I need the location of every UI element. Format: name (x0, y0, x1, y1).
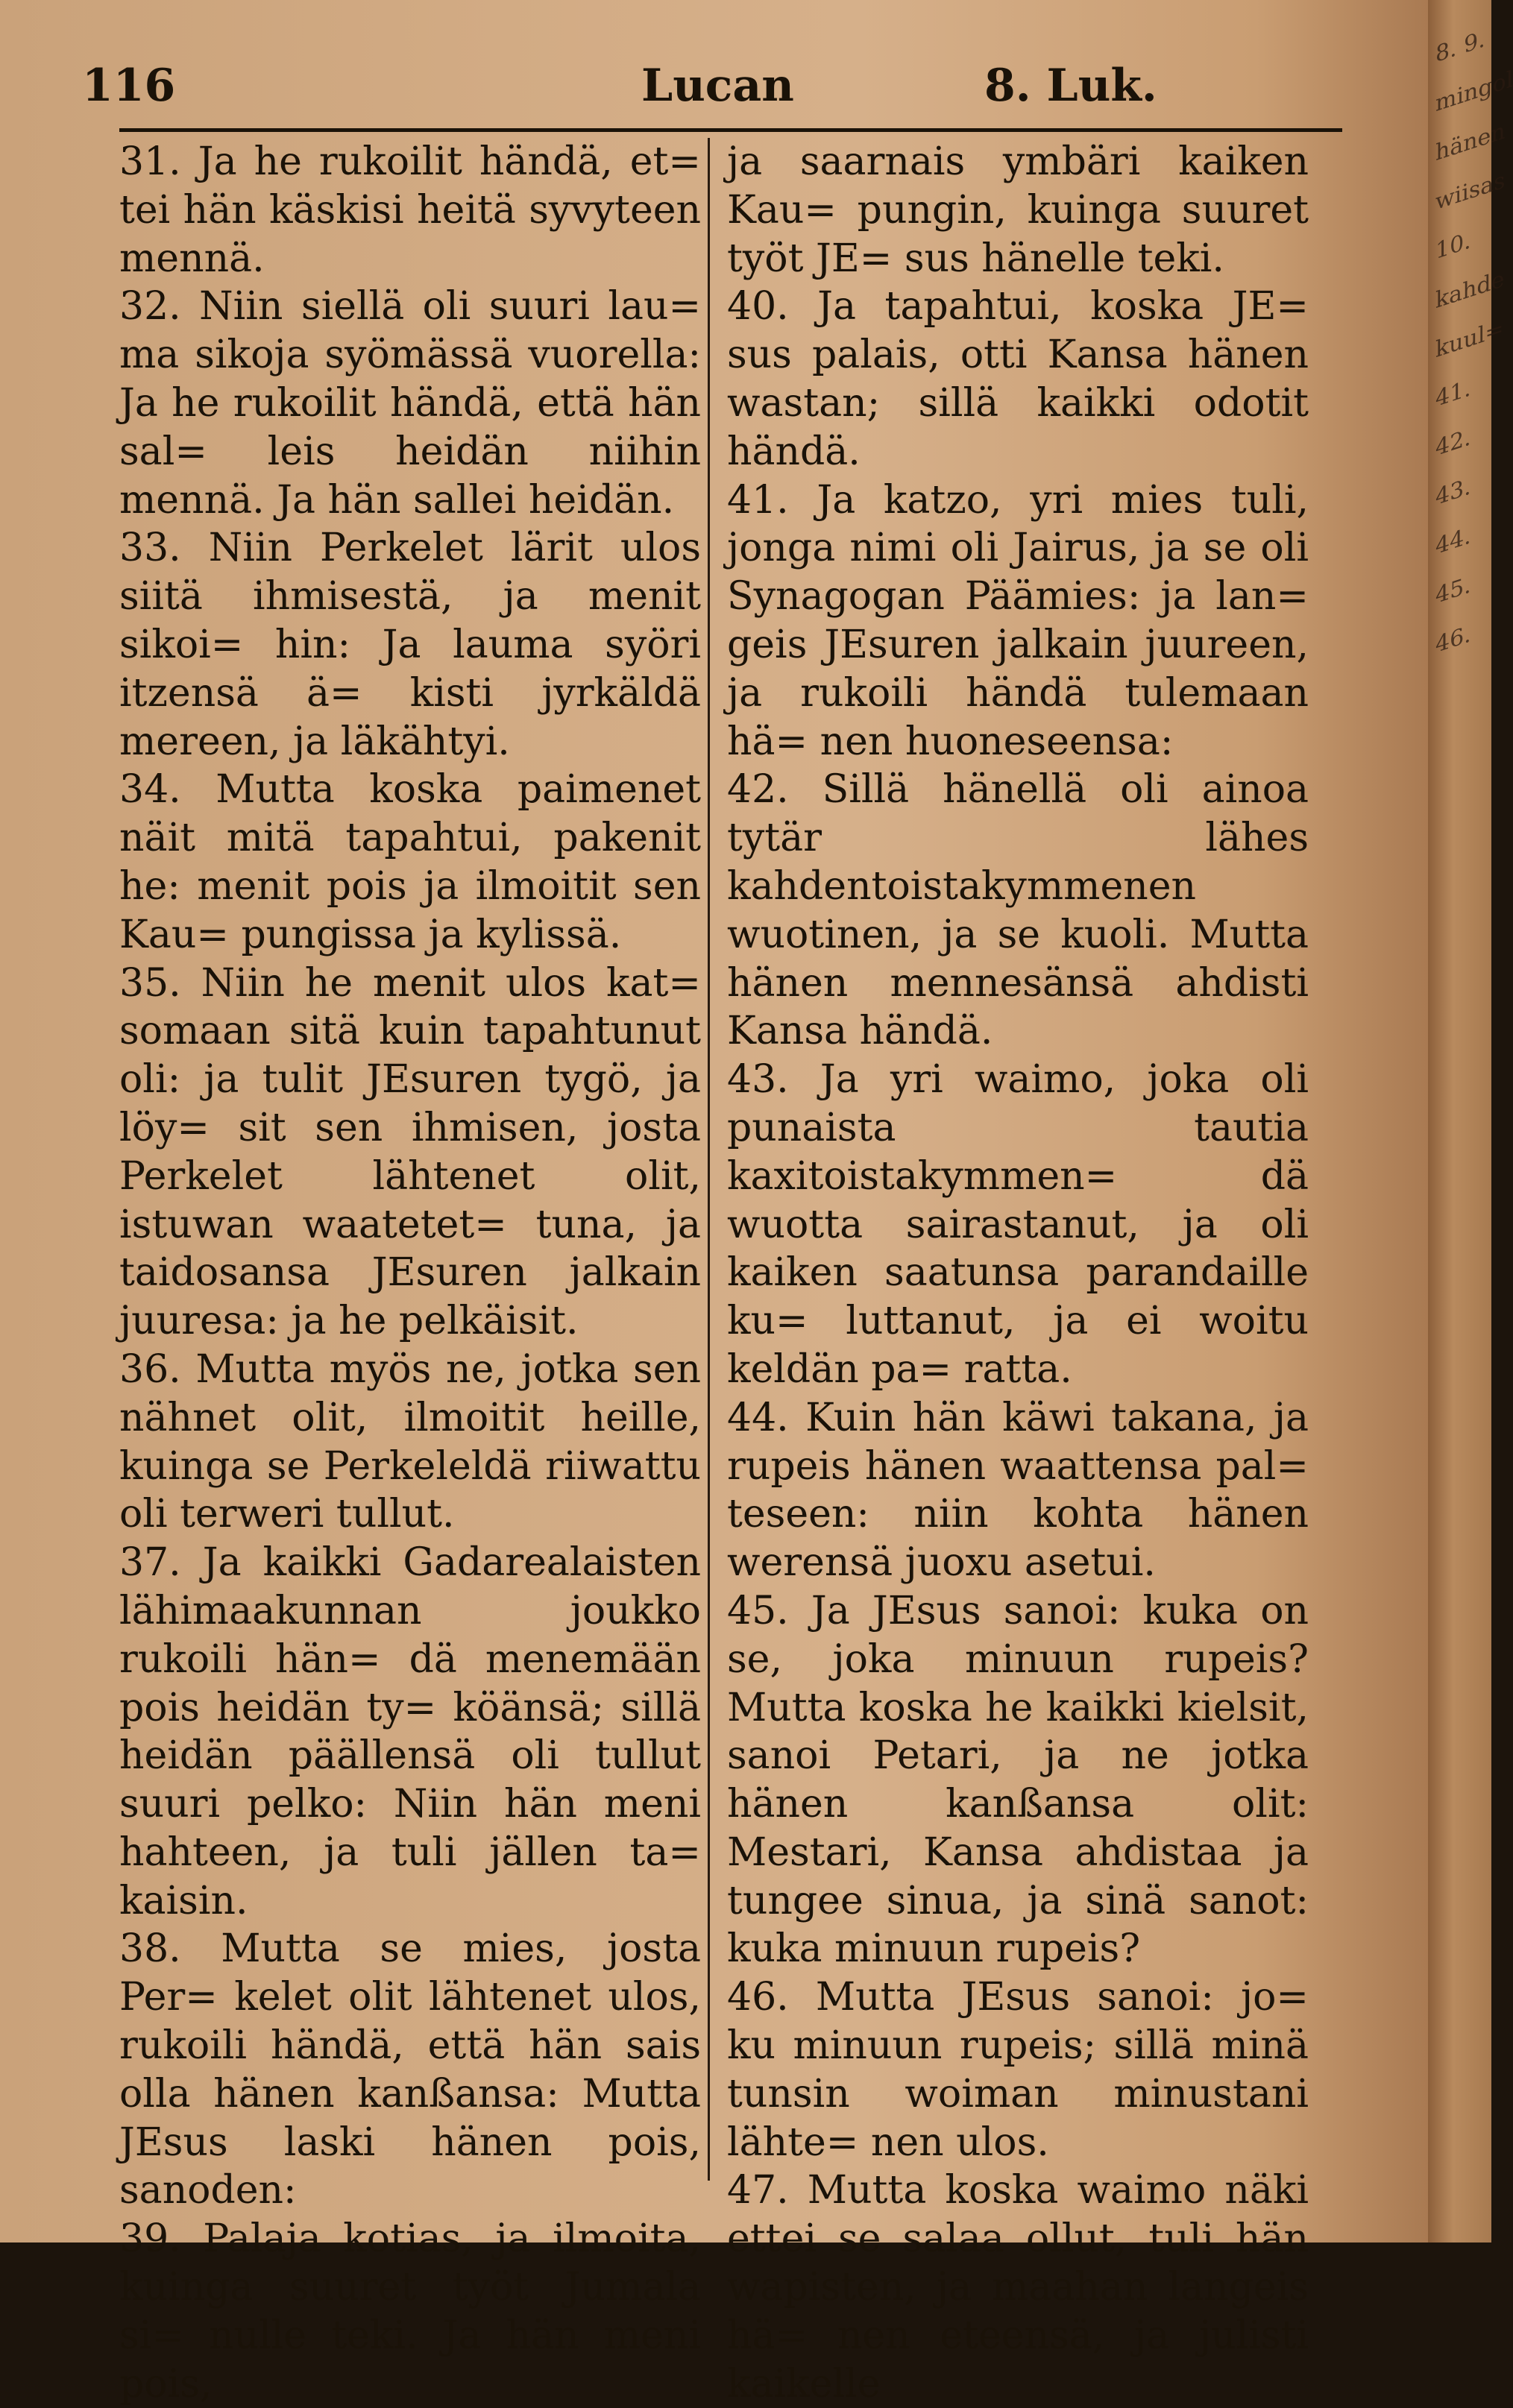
verse (727, 1056, 1309, 1394)
page-number: 116 (82, 60, 176, 112)
fragment: 44. (1435, 522, 1471, 561)
verse-continuation (727, 138, 1309, 283)
fragment: kuul= (1435, 315, 1504, 364)
verse (119, 1539, 701, 1925)
verse-text: Mutta koska waimo näki ettei se salaa ollut, tuli hän wapisten, ja maahan langeis hä= nen eteensä, ja julisti kaikelle (727, 2168, 1309, 2407)
verse (727, 1973, 1309, 2166)
adjacent-page-fragments (1435, 14, 1513, 671)
verse (727, 1394, 1309, 1587)
verse (119, 1925, 701, 2215)
column-divider (708, 138, 710, 2181)
fragment: 41. (1435, 374, 1471, 413)
verse-text: Ja katzo, yri mies tuli, jonga nimi oli Jairus, ja se oli Synagogan Päämies: ja lan= geis JEsuren jalkain juureen, ja rukoili händä tulemaan hä= nen huoneseensa: (727, 477, 1309, 764)
fragment: kahde (1435, 265, 1505, 315)
verse-text: Mutta se mies, josta Per= kelet olit lähtenet ulos, rukoili händä, että hän sais olla hänen kanßansa: Mutta JEsus laski hänen pois, sanoden: (119, 1926, 701, 2213)
fragment: 8. 9. (1435, 25, 1485, 69)
verse (119, 2215, 701, 2408)
verse-text: Ja kaikki Gadarealaisten lähimaakunnan joukko rukoili hän= dä menemään pois heidän ty= köänsä; sillä heidän päällensä oli tullut suuri pelko: Niin hän meni hahteen, ja tuli jällen ta= kaisin. (119, 1540, 701, 1923)
verse-number: 42. (727, 767, 789, 813)
verse-text: Mutta myös ne, jotka sen nähnet olit, ilmoitit heille, kuinga se Perkeleldä riiwattu oli terweri tullut. (119, 1346, 701, 1537)
fragment: 45. (1435, 571, 1471, 610)
fragment: mingol (1435, 66, 1513, 118)
right-column (727, 138, 1309, 2407)
verse-number: 45. (727, 1588, 789, 1633)
verse-text: Palaja kotias, ja ilmoita, kuinga suuret työt Jumala si= nulle teki. Ja hän meni pois, (119, 2216, 702, 2407)
fragment: hänen (1435, 117, 1506, 167)
verse-number: 34. (119, 767, 181, 813)
verse (727, 2166, 1309, 2408)
verse (727, 1587, 1309, 1973)
verse-number: 39. (119, 2216, 181, 2262)
verse (727, 283, 1309, 476)
left-column (119, 138, 702, 2407)
verse-number: 33. (119, 526, 181, 571)
verse-text: Mutta koska paimenet näit mitä tapahtui, pakenit he: menit pois ja ilmoitit sen Kau= pungissa ja kylissä. (119, 767, 701, 957)
verse-number: 47. (727, 2168, 789, 2213)
fragment: 42. (1435, 423, 1471, 462)
running-title: Lucan (641, 60, 794, 112)
header-rule (119, 128, 1342, 132)
verse-number: 31. (119, 139, 181, 184)
verse-text: Niin siellä oli suuri lau= ma sikoja syömässä vuorella: Ja he rukoilit händä, että hän sal= leis heidän niihin mennä. Ja hän sallei heidän. (119, 284, 702, 523)
chapter-reference: 8. Luk. (984, 60, 1157, 112)
verse-number: 36. (119, 1346, 181, 1392)
verse-number: 41. (727, 477, 789, 523)
verse-text: Ja tapahtui, koska JE= sus palais, otti Kansa hänen wastan; sillä kaikki odotit händä. (727, 284, 1309, 474)
verse-number: 40. (727, 284, 789, 330)
verse-number: 44. (727, 1395, 789, 1440)
verse-number: 37. (119, 1540, 181, 1586)
verse-number: 43. (727, 1057, 789, 1103)
verse-text: Sillä hänellä oli ainoa tytär lähes kahdentoistakymmenen wuotinen, ja se kuoli. Mutta hänen mennesänsä ahdisti Kansa händä. (727, 767, 1309, 1054)
verse-text: Niin Perkelet lärit ulos siitä ihmisestä, ja menit sikoi= hin: Ja lauma syöri itzensä ä= kisti jyrkäldä mereen, ja läkähtyi. (119, 526, 701, 764)
verse-text: ja saarnais ymbäri kaiken Kau= pungin, kuinga suuret työt JE= sus hänelle teki. (727, 139, 1309, 281)
verse (727, 476, 1309, 766)
verse-number: 38. (119, 1926, 181, 1972)
fragment: 10. (1435, 227, 1471, 265)
fragment: 46. (1435, 620, 1471, 659)
verse (727, 766, 1309, 1056)
page-header (0, 52, 1428, 119)
verse (119, 283, 701, 524)
verse-text: Ja he rukoilit händä, et= tei hän käskisi heitä syvyteen mennä. (119, 139, 701, 281)
verse (119, 1346, 701, 1539)
verse-number: 32. (119, 284, 181, 330)
verse-number: 46. (727, 1975, 789, 2020)
verse-text: Ja yri waimo, joka oli punaista tautia kaxitoistakymmen= dä wuotta sairastanut, ja oli kaiken saatunsa parandaille ku= luttanut, ja ei woitu keldän pa= ratta. (727, 1057, 1309, 1392)
verse-text: Niin he menit ulos kat= somaan sitä kuin tapahtunut oli: ja tulit JEsuren tygö, ja löy= sit sen ihmisen, josta Perkelet lähtenet olit, istuwan waatetet= tuna, ja taidosansa JEsuren jalkain juuresa: ja he pelkäisit. (119, 960, 701, 1344)
verse-text: Ja JEsus sanoi: kuka on se, joka minuun rupeis? Mutta koska he kaikki kielsit, sanoi Petari, ja ne jotka hänen kanßansa olit: Mestari, Kansa ahdistaa ja tungee sinua, ja sinä sanot: kuka minuun rupeis? (727, 1588, 1309, 1972)
verse (119, 959, 701, 1346)
verse (119, 524, 701, 766)
fragment: 43. (1435, 473, 1471, 511)
verse-number: 35. (119, 960, 181, 1006)
verse (119, 138, 701, 283)
verse-text: Kuin hän käwi takana, ja rupeis hänen waattensa pal= teseen: niin kohta hänen werensä juoxu asetui. (727, 1395, 1309, 1586)
verse-text: Mutta JEsus sanoi: jo= ku minuun rupeis; sillä minä tunsin woiman minustani lähte= nen ulos. (727, 1975, 1309, 2165)
fragment: wiisas (1435, 166, 1506, 216)
verse (119, 766, 701, 959)
